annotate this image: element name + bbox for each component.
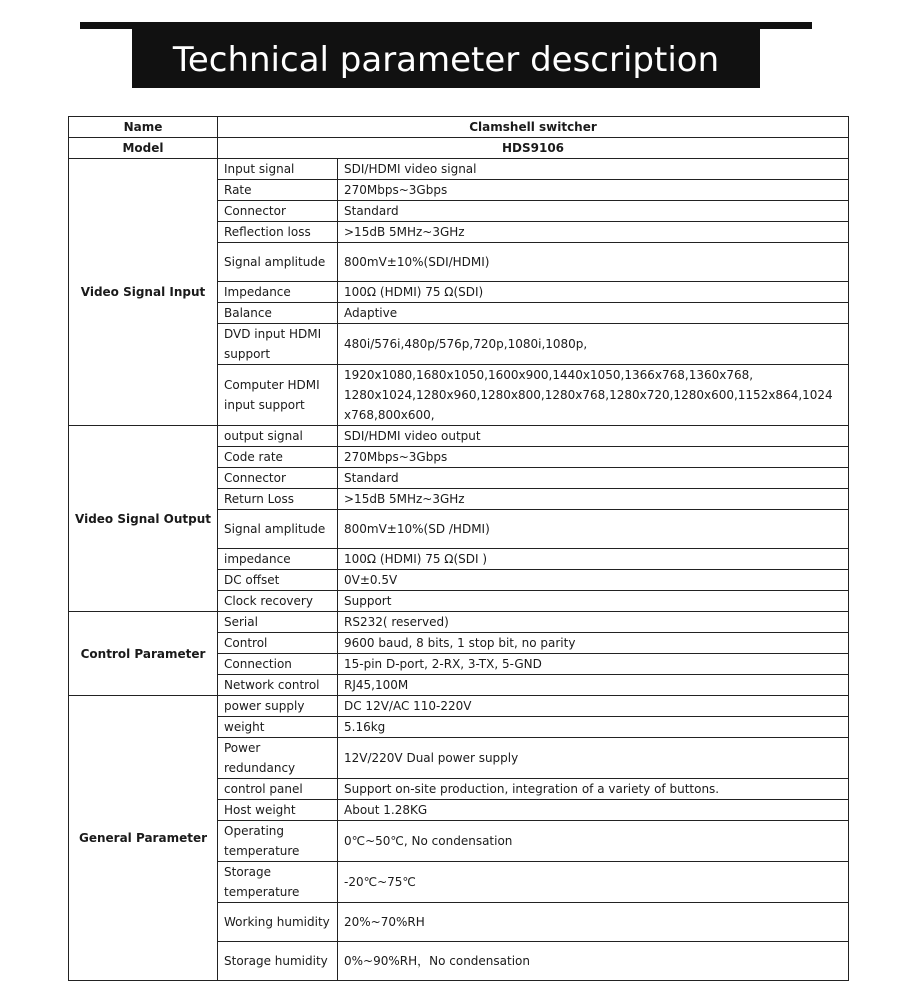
group-label: General Parameter xyxy=(69,696,218,981)
parameter-value: 15-pin D-port, 2-RX, 3-TX, 5-GND xyxy=(338,654,849,675)
parameter-value: SDI/HDMI video output xyxy=(338,426,849,447)
parameter-name: impedance xyxy=(218,549,338,570)
header-label: Model xyxy=(69,138,218,159)
parameter-value: -20℃~75℃ xyxy=(338,862,849,903)
header-value: HDS9106 xyxy=(218,138,849,159)
parameter-name: Storage humidity xyxy=(218,942,338,981)
header-label: Name xyxy=(69,117,218,138)
parameter-value: 1920x1080,1680x1050,1600x900,1440x1050,1366x768,1360x768, 1280x1024,1280x960,1280x800,1280x768,1280x720,1280x600,1152x864,1024 x768,800x600, xyxy=(338,365,849,426)
parameter-value: DC 12V/AC 110-220V xyxy=(338,696,849,717)
parameter-value: 100Ω (HDMI) 75 Ω(SDI ) xyxy=(338,549,849,570)
parameter-name: Network control xyxy=(218,675,338,696)
parameter-value: Standard xyxy=(338,201,849,222)
parameter-name: Power redundancy xyxy=(218,738,338,779)
parameter-value: 12V/220V Dual power supply xyxy=(338,738,849,779)
parameter-name: Return Loss xyxy=(218,489,338,510)
parameter-name: Host weight xyxy=(218,800,338,821)
header-row xyxy=(69,117,849,138)
parameter-name: Working humidity xyxy=(218,903,338,942)
parameter-name: Connector xyxy=(218,201,338,222)
parameter-value: About 1.28KG xyxy=(338,800,849,821)
parameter-value: Standard xyxy=(338,468,849,489)
spec-table-body xyxy=(69,117,849,981)
parameter-value: Support on-site production, integration of a variety of buttons. xyxy=(338,779,849,800)
parameter-value: 480i/576i,480p/576p,720p,1080i,1080p, xyxy=(338,324,849,365)
table-row xyxy=(69,426,849,447)
parameter-name: Control xyxy=(218,633,338,654)
group-label: Video Signal Output xyxy=(69,426,218,612)
parameter-value: 800mV±10%(SDI/HDMI) xyxy=(338,243,849,282)
parameter-name: DVD input HDMI support xyxy=(218,324,338,365)
parameter-value: 270Mbps~3Gbps xyxy=(338,180,849,201)
parameter-name: Signal amplitude xyxy=(218,243,338,282)
page-title: Technical parameter description xyxy=(172,40,720,80)
parameter-name: control panel xyxy=(218,779,338,800)
parameter-value: >15dB 5MHz~3GHz xyxy=(338,222,849,243)
parameter-value: 0℃~50℃, No condensation xyxy=(338,821,849,862)
spec-table xyxy=(68,116,849,981)
parameter-name: weight xyxy=(218,717,338,738)
parameter-name: Reflection loss xyxy=(218,222,338,243)
parameter-name: Connection xyxy=(218,654,338,675)
parameter-value: 0%~90%RH，No condensation xyxy=(338,942,849,981)
parameter-value: RJ45,100M xyxy=(338,675,849,696)
parameter-value: 0V±0.5V xyxy=(338,570,849,591)
parameter-name: Computer HDMI input support xyxy=(218,365,338,426)
table-row xyxy=(69,696,849,717)
parameter-name: power supply xyxy=(218,696,338,717)
parameter-name: DC offset xyxy=(218,570,338,591)
parameter-name: Input signal xyxy=(218,159,338,180)
parameter-value: Adaptive xyxy=(338,303,849,324)
parameter-name: output signal xyxy=(218,426,338,447)
table-row xyxy=(69,612,849,633)
parameter-name: Signal amplitude xyxy=(218,510,338,549)
group-label: Video Signal Input xyxy=(69,159,218,426)
parameter-value: 270Mbps~3Gbps xyxy=(338,447,849,468)
parameter-value: SDI/HDMI video signal xyxy=(338,159,849,180)
parameter-name: Clock recovery xyxy=(218,591,338,612)
header-value: Clamshell switcher xyxy=(218,117,849,138)
parameter-name: Balance xyxy=(218,303,338,324)
parameter-name: Connector xyxy=(218,468,338,489)
parameter-value: >15dB 5MHz~3GHz xyxy=(338,489,849,510)
parameter-name: Operating temperature xyxy=(218,821,338,862)
parameter-name: Code rate xyxy=(218,447,338,468)
parameter-value: 9600 baud, 8 bits, 1 stop bit, no parity xyxy=(338,633,849,654)
parameter-value: 100Ω (HDMI) 75 Ω(SDI) xyxy=(338,282,849,303)
parameter-value: Support xyxy=(338,591,849,612)
parameter-value: 5.16kg xyxy=(338,717,849,738)
table-row xyxy=(69,159,849,180)
parameter-value: RS232( reserved) xyxy=(338,612,849,633)
parameter-name: Impedance xyxy=(218,282,338,303)
parameter-value: 20%~70%RH xyxy=(338,903,849,942)
parameter-name: Storage temperature xyxy=(218,862,338,903)
parameter-name: Serial xyxy=(218,612,338,633)
parameter-value: 800mV±10%(SD /HDMI) xyxy=(338,510,849,549)
header-row xyxy=(69,138,849,159)
parameter-name: Rate xyxy=(218,180,338,201)
group-label: Control Parameter xyxy=(69,612,218,696)
title-banner xyxy=(80,22,812,90)
